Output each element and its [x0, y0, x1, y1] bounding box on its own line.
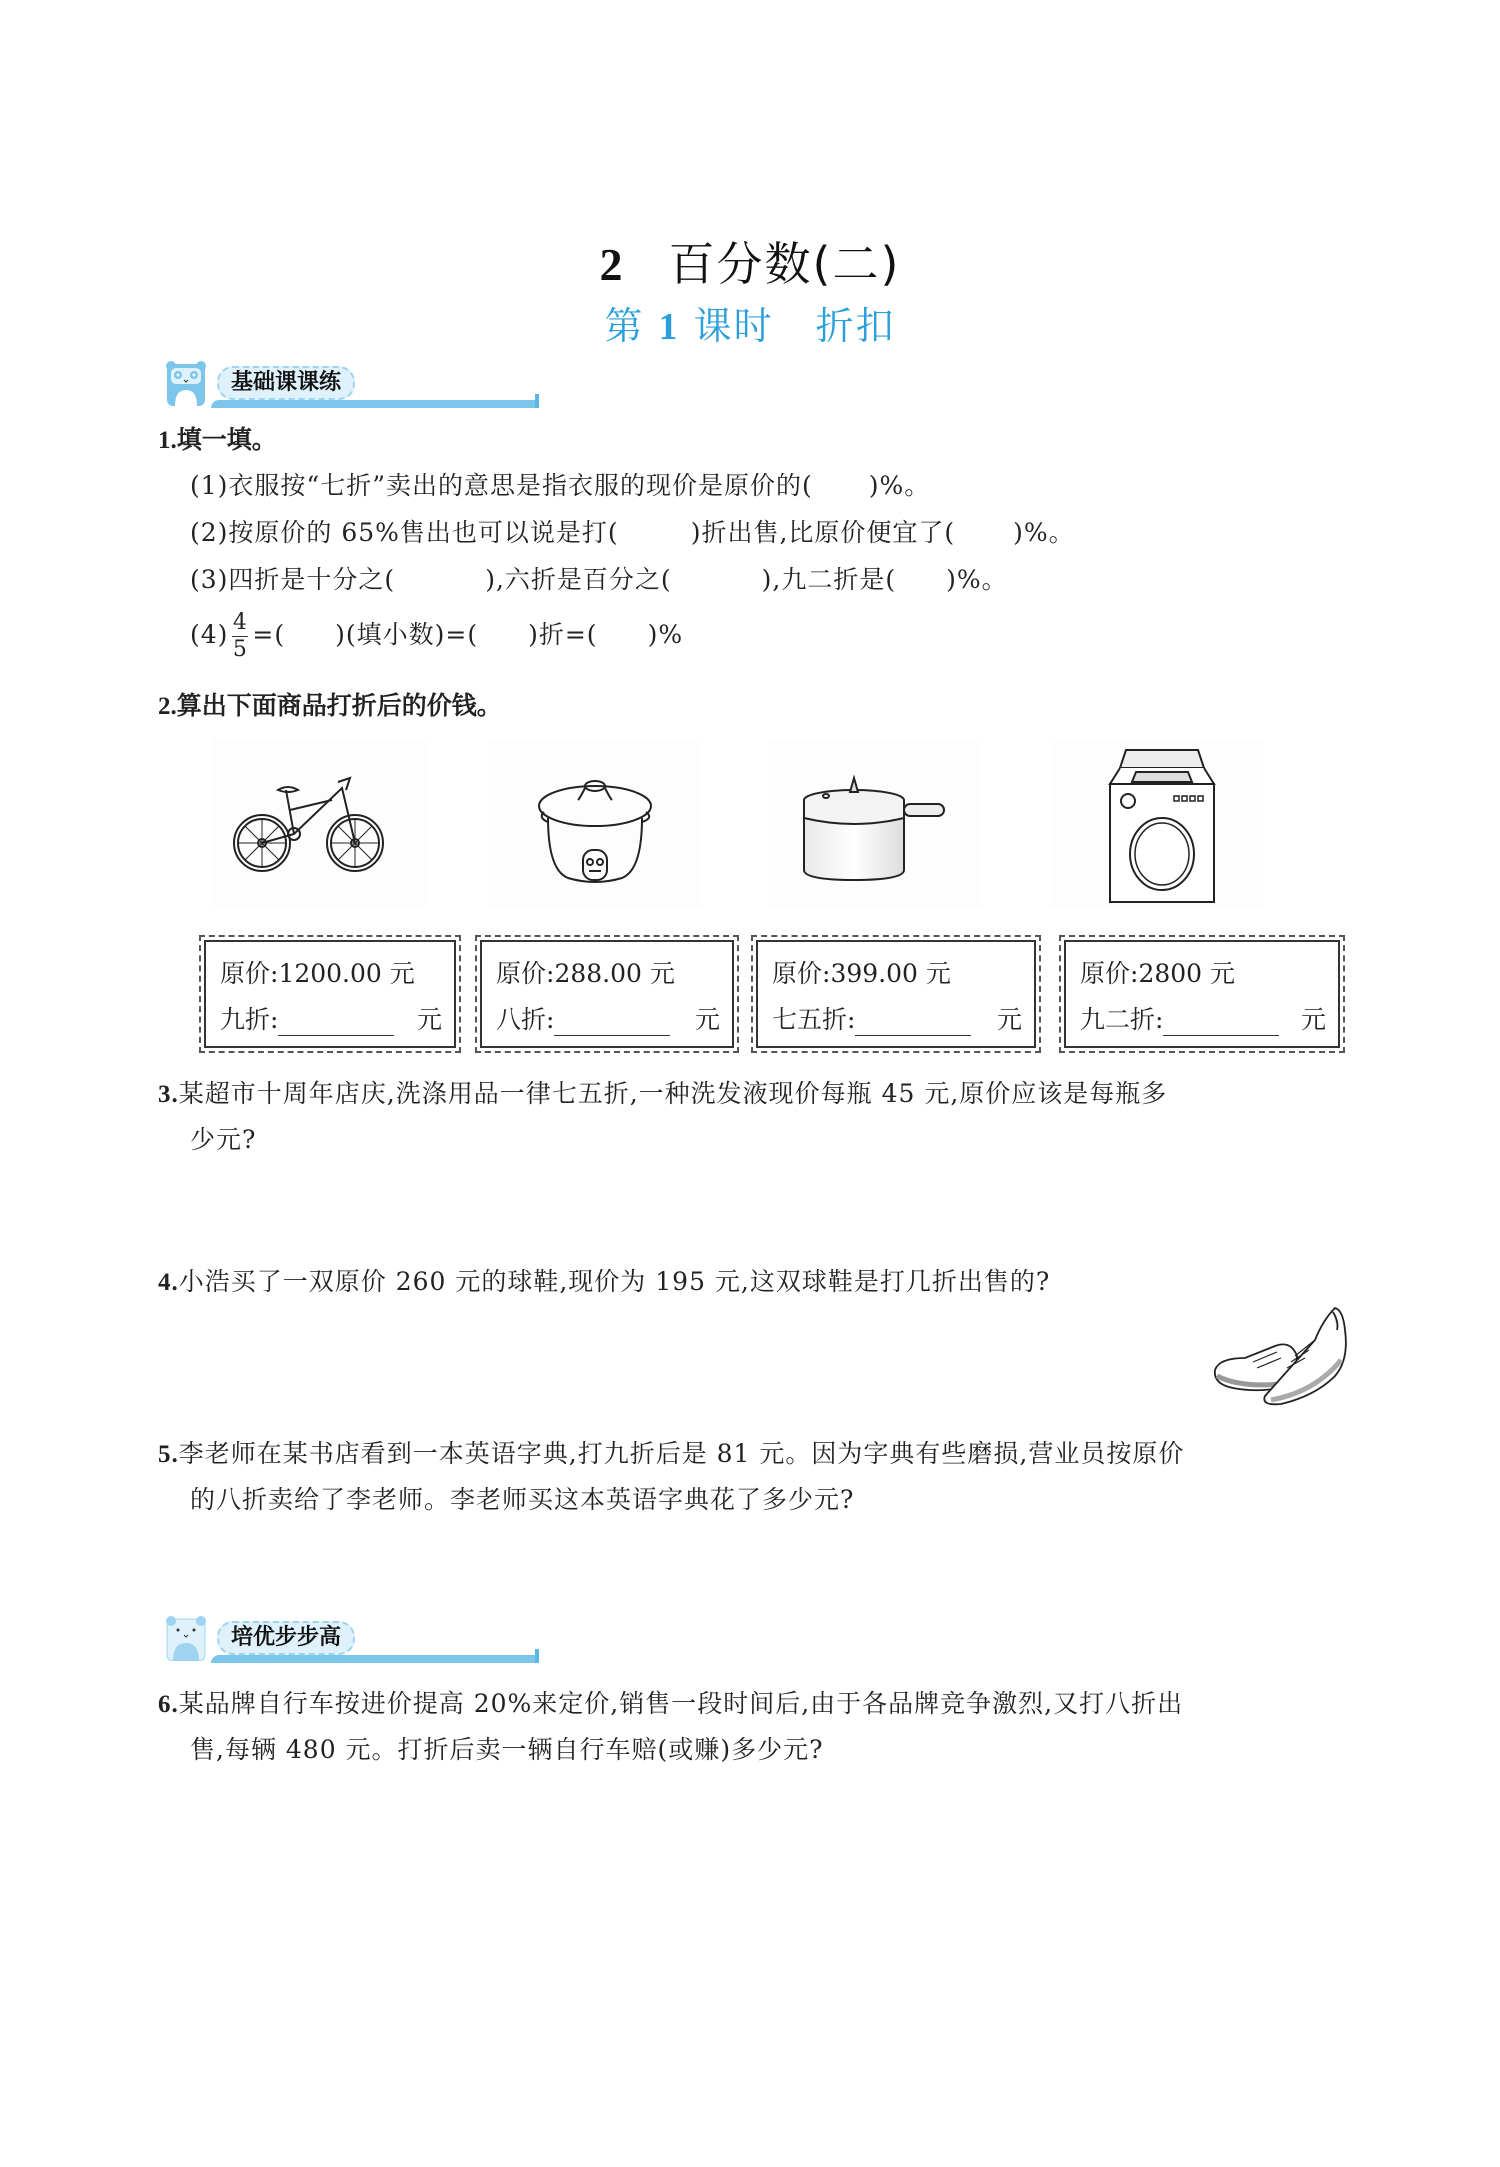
- answer-blank[interactable]: [1163, 1009, 1279, 1036]
- section-underline: [211, 400, 539, 408]
- lesson-prefix: 第: [604, 304, 645, 348]
- question-6: [158, 1684, 1183, 1720]
- item-text: =(: [252, 620, 286, 649]
- item-text: )折出售,比原价便宜了(: [690, 518, 956, 547]
- fraction: [232, 612, 248, 661]
- section-badge-basic: [155, 360, 555, 412]
- section-badge-advanced: [155, 1615, 555, 1667]
- washing-machine-icon: [1050, 738, 1264, 908]
- q1-item-2: [190, 513, 1075, 549]
- unit: 元: [1300, 1005, 1326, 1034]
- discount-label: 八折:: [496, 1005, 555, 1034]
- price-tag-washing-machine: [1064, 940, 1340, 1048]
- question-number: 2.: [158, 693, 177, 720]
- answer-blank[interactable]: [554, 1009, 670, 1036]
- item-text: 四折是十分之(: [228, 565, 396, 594]
- answer-blank[interactable]: [855, 1009, 971, 1036]
- lesson-suffix: 课时: [693, 304, 774, 348]
- rice-cooker-icon: [488, 738, 702, 908]
- chapter-title: [0, 228, 1500, 294]
- lesson-number: 1: [658, 306, 680, 348]
- q1-item-4: [190, 612, 683, 661]
- question-number: 5.: [158, 1441, 179, 1468]
- discount-label: 九折:: [220, 1005, 279, 1034]
- q1-item-3: [190, 560, 1008, 596]
- chapter-name: 百分数(二): [668, 237, 901, 291]
- section-label: 培优步步高: [217, 1621, 355, 1655]
- sneakers-image: [1205, 1300, 1355, 1410]
- fraction-denominator: 5: [232, 637, 248, 662]
- section-label: 基础课课练: [217, 366, 355, 400]
- item-text: )%。: [1013, 518, 1075, 547]
- item-text: )(填小数)=(: [335, 620, 479, 649]
- question-number: 3.: [158, 1081, 179, 1108]
- question-6-line-2: 售,每辆 480 元。打折后卖一辆自行车赔(或赚)多少元?: [190, 1735, 824, 1764]
- unit: 元: [416, 1005, 442, 1034]
- question-text: 小浩买了一双原价 260 元的球鞋,现价为 195 元,这双球鞋是打几折出售的?: [178, 1267, 1051, 1296]
- question-5-line-2: 的八折卖给了李老师。李老师买这本英语字典花了多少元?: [190, 1485, 855, 1514]
- chapter-number: 2: [599, 239, 625, 290]
- item-label: (3): [190, 565, 229, 594]
- item-text: )%。: [946, 565, 1008, 594]
- fraction-numerator: 4: [232, 610, 248, 635]
- answer-blank[interactable]: [278, 1009, 394, 1036]
- original-price: 288.00 元: [554, 959, 675, 988]
- price-label: 原价:: [1080, 959, 1139, 988]
- lesson-title: [0, 295, 1500, 350]
- lesson-topic: 折扣: [815, 304, 896, 348]
- item-text: )折=(: [528, 620, 598, 649]
- q1-item-1: [190, 466, 930, 502]
- original-price: 399.00 元: [830, 959, 951, 988]
- unit: 元: [694, 1005, 720, 1034]
- washing-machine-image: [1050, 738, 1264, 908]
- sneakers-icon: [1205, 1300, 1355, 1410]
- item-label: (2): [190, 518, 229, 547]
- question-number: 6.: [158, 1691, 179, 1718]
- section-underline: [211, 1655, 539, 1663]
- unit: 元: [996, 1005, 1022, 1034]
- question-4: [158, 1262, 1050, 1298]
- question-3-line-2: 少元?: [190, 1125, 257, 1154]
- question-title: 算出下面商品打折后的价钱。: [176, 691, 502, 720]
- price-tag-rice-cooker: [480, 940, 734, 1048]
- price-label: 原价:: [772, 959, 831, 988]
- item-text: 按原价的 65%售出也可以说是打(: [228, 518, 619, 547]
- question-5: [158, 1434, 1184, 1470]
- question-text: 某超市十周年店庆,洗涤用品一律七五折,一种洗发液现价每瓶 45 元,原价应该是每瓶多: [178, 1079, 1168, 1108]
- item-label: (4): [190, 620, 229, 649]
- bear-mascot-icon: [165, 1615, 207, 1661]
- item-label: (1): [190, 471, 229, 500]
- question-number: 1.: [158, 427, 177, 454]
- question-text: 李老师在某书店看到一本英语字典,打九折后是 81 元。因为字典有些磨损,营业员按原价: [178, 1439, 1185, 1468]
- bicycle-image: [212, 738, 426, 908]
- pressure-cooker-icon: [768, 738, 982, 908]
- bear-mascot-icon: [165, 360, 207, 406]
- item-text: )%: [647, 620, 684, 649]
- item-text: ),六折是百分之(: [485, 565, 672, 594]
- item-text: )%。: [868, 471, 931, 500]
- question-3: [158, 1074, 1167, 1110]
- rice-cooker-image: [488, 738, 702, 908]
- question-2-heading: [158, 686, 502, 722]
- discount-label: 九二折:: [1080, 1005, 1164, 1034]
- question-title: 填一填。: [176, 425, 277, 454]
- discount-label: 七五折:: [772, 1005, 856, 1034]
- question-1-heading: [158, 420, 277, 456]
- item-text: ),九二折是(: [761, 565, 897, 594]
- question-number: 4.: [158, 1269, 179, 1296]
- pressure-cooker-image: [768, 738, 982, 908]
- original-price: 1200.00 元: [278, 959, 415, 988]
- price-tag-pressure-cooker: [756, 940, 1036, 1048]
- item-text: 衣服按“七折”卖出的意思是指衣服的现价是原价的(: [228, 471, 813, 500]
- bicycle-icon: [212, 738, 426, 908]
- price-tag-bicycle: [204, 940, 456, 1048]
- price-label: 原价:: [220, 959, 279, 988]
- price-label: 原价:: [496, 959, 555, 988]
- original-price: 2800 元: [1138, 959, 1236, 988]
- question-text: 某品牌自行车按进价提高 20%来定价,销售一段时间后,由于各品牌竞争激烈,又打八折出: [178, 1689, 1184, 1718]
